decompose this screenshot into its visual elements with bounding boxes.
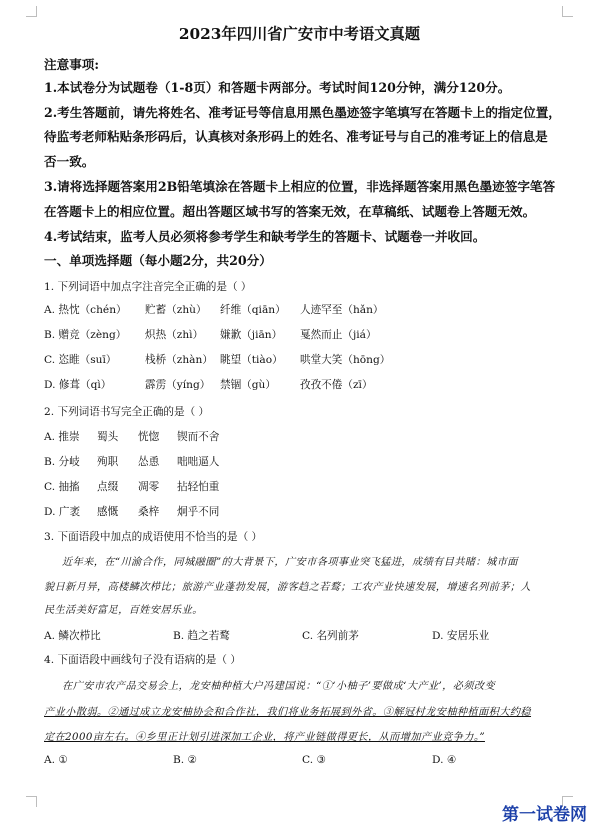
q2-option-a-2: 蜀头 [97, 431, 119, 443]
crop-mark-top-right [562, 6, 573, 17]
q1-option-b-4: 戛然而止（jiá） [300, 329, 377, 341]
q1-option-b-3: 嫌歉（jiān） [220, 329, 283, 341]
q4-option-a: A. ① [44, 754, 68, 766]
q3-option-a: A. 鳞次栉比 [44, 630, 101, 642]
q1-option-d-2: 霹雳（yíng） [145, 379, 211, 391]
q1-option-d-1: D. 修葺（qì） [44, 379, 112, 391]
q4-option-b: B. ② [173, 754, 198, 766]
notice-item-1: 1.本试卷分为试题卷（1-8页）和答题卡两部分。考试时间120分钟，满分120分。 [44, 80, 511, 95]
q1-option-a-3: 纤维（qiān） [220, 304, 286, 316]
question-4-stem: 4. 下面语段中画线句子没有语病的是（ ） [44, 654, 241, 666]
notice-item-3-line-2: 在答题卡上的相应位置。超出答题区域书写的答案无效，在草稿纸、试题卷上答题无效。 [44, 204, 536, 219]
q2-option-c-1: C. 抽搐 [44, 481, 80, 493]
question-1-stem: 1. 下列词语中加点字注音完全正确的是（ ） [44, 281, 252, 293]
page-title: 2023年四川省广安市中考语文真题 [178, 25, 421, 43]
q3-option-b: B. 趋之若鹜 [173, 630, 230, 642]
q1-option-a-1: A. 热忱（chén） [44, 304, 127, 316]
q3-option-d: D. 安居乐业 [432, 630, 490, 642]
q1-option-b-1: B. 赠竞（zèng） [44, 329, 127, 341]
notice-heading: 注意事项: [44, 57, 100, 72]
q1-option-b-2: 炽热（zhì） [145, 329, 204, 341]
q2-option-a-3: 恍惚 [138, 431, 160, 443]
q1-option-c-2: 栈桥（zhàn） [145, 354, 213, 366]
q2-option-c-4: 拈轻怕重 [177, 481, 220, 493]
q2-option-b-1: B. 分岐 [44, 456, 80, 468]
q4-option-d: D. ④ [432, 754, 457, 766]
question-4-passage-line-2: 产业小散弱。②通过成立龙安柚协会和合作社，我们将业务拓展到外省。③解冠村龙安柚种植面积大约稳 [44, 707, 532, 718]
question-4-passage-line-3: 定在2000亩左右。④乡里正计划引进深加工企业，将产业链做得更长，从而增加产业竞争力。” [44, 732, 485, 743]
question-3-passage-line-2: 貌日新月异，高楼鳞次栉比；旅游产业蓬勃发展，游客趋之若鹜；工农产业快速发展，增速名列前茅；人 [44, 582, 532, 593]
q1-option-d-3: 禁锢（gù） [220, 379, 276, 391]
q2-option-c-3: 凋零 [138, 481, 160, 493]
question-3-passage-line-1: 近年来，在“川渝合作，同城融圈”的大背景下，广安市各项事业突飞猛进，成绩有目共睹：城市面 [62, 557, 518, 568]
q2-option-d-3: 桑梓 [138, 506, 160, 518]
q2-option-d-4: 炯乎不同 [177, 506, 220, 518]
q2-option-b-2: 殉职 [97, 456, 119, 468]
q2-option-d-2: 感慨 [97, 506, 119, 518]
crop-mark-top-left [26, 6, 37, 17]
q1-option-c-4: 哄堂大笑（hōng） [300, 354, 391, 366]
question-3-passage-line-3: 民生活美好富足，百姓安居乐业。 [44, 605, 203, 616]
notice-item-3-line-1: 3.请将选择题答案用2B铅笔填涂在答题卡上相应的位置，非选择题答案用黑色墨迹签字笔答 [44, 179, 556, 194]
notice-item-2-line-3: 否一致。 [44, 154, 95, 169]
q2-option-d-1: D. 广袤 [44, 506, 81, 518]
q2-option-a-4: 锲而不舍 [177, 431, 220, 443]
q2-option-c-2: 点缀 [97, 481, 119, 493]
q1-option-d-4: 孜孜不倦（zī） [300, 379, 373, 391]
q1-option-c-1: C. 恣睢（suī） [44, 354, 117, 366]
site-watermark: 第一试卷网 [502, 805, 587, 825]
q4-option-c: C. ③ [302, 754, 326, 766]
notice-item-2-line-1: 2.考生答题前，请先将姓名、准考证号等信息用黑色墨迹签字笔填写在答题卡上的指定位置， [44, 105, 561, 120]
question-3-stem: 3. 下面语段中加点的成语使用不恰当的是（ ） [44, 531, 263, 543]
question-2-stem: 2. 下列词语书写完全正确的是（ ） [44, 406, 210, 418]
q1-option-c-3: 眺望（tiào） [220, 354, 283, 366]
q2-option-b-4: 咄咄逼人 [177, 456, 220, 468]
q3-option-c: C. 名列前茅 [302, 630, 359, 642]
q1-option-a-4: 人迹罕至（hǎn） [300, 304, 384, 316]
question-4-passage-line-1: 在广安市农产品交易会上，龙安柚种植大户冯建国说：“①‘小柚子’要做成‘大产业’，必须改变 [62, 681, 496, 692]
notice-item-2-line-2: 待监考老师粘贴条形码后，认真核对条形码上的姓名、准考证号与自己的准考证上的信息是 [44, 129, 548, 144]
notice-item-4: 4.考试结束，监考人员必须将参考学生和缺考学生的答题卡、试题卷一并收回。 [44, 229, 486, 244]
q1-option-a-2: 贮蓄（zhù） [145, 304, 207, 316]
q2-option-a-1: A. 推崇 [44, 431, 80, 443]
crop-mark-bottom-left [26, 796, 37, 807]
q2-option-b-3: 怂恿 [138, 456, 160, 468]
section-heading: 一、单项选择题（每小题2分，共20分） [44, 253, 272, 268]
